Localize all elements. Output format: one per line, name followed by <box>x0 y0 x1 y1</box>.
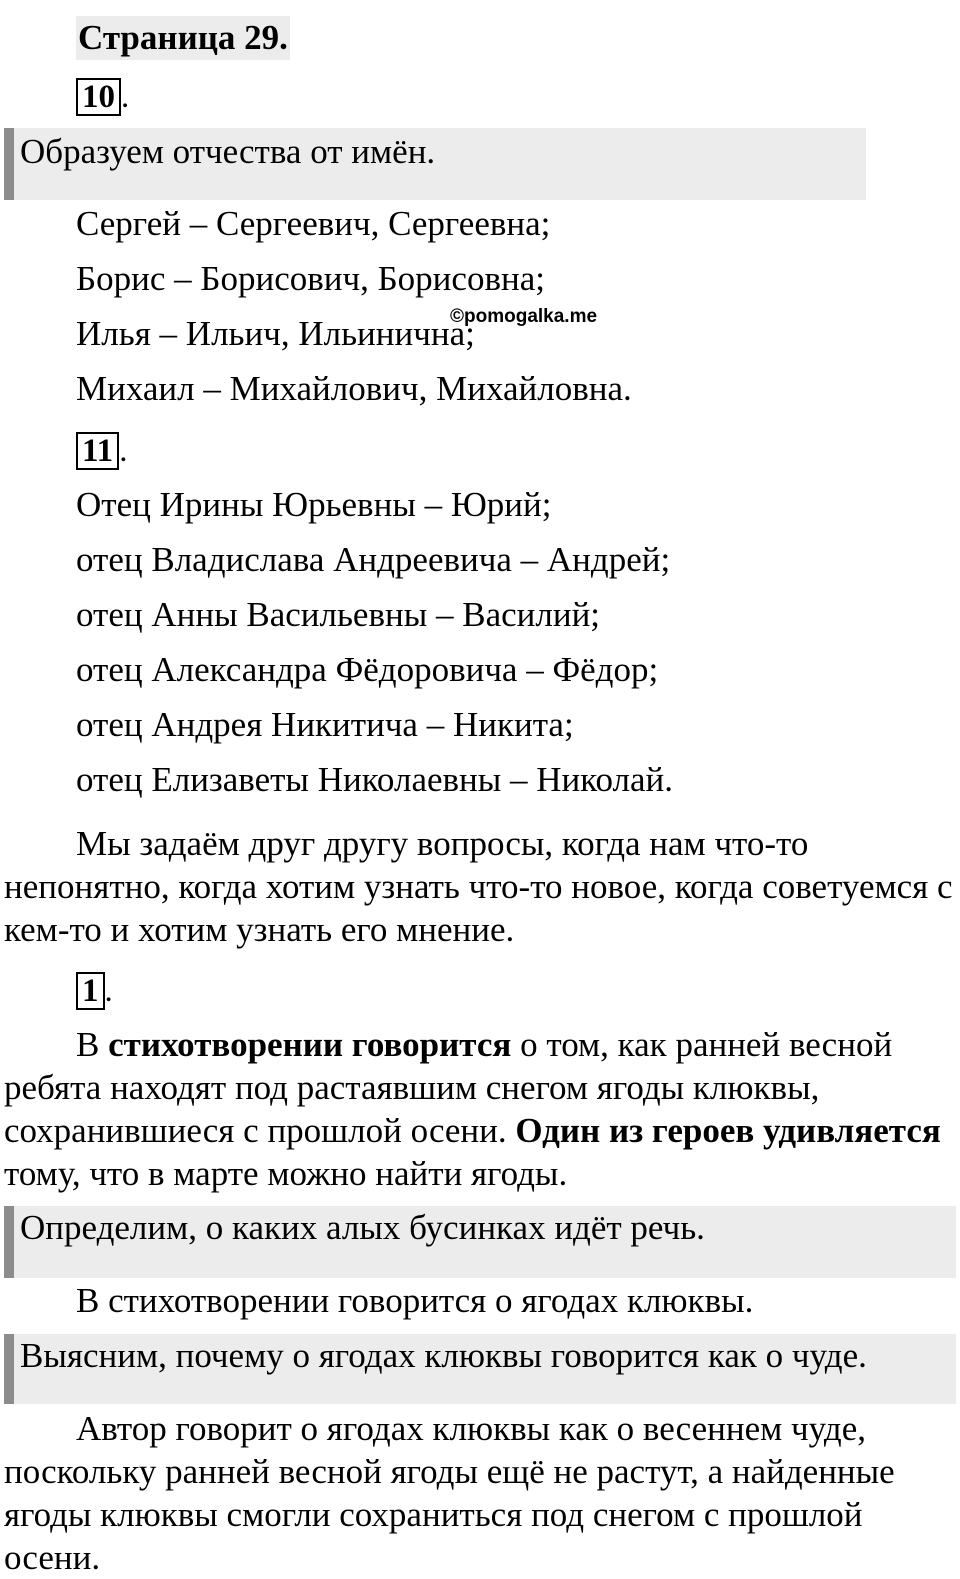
page-title: Страница 29. <box>76 16 290 60</box>
task-number-dot: . <box>121 79 130 115</box>
task-number-10 <box>76 78 129 116</box>
watermark: ©pomogalka.me <box>450 306 598 327</box>
answer-line: Михаил – Михайлович, Михайловна. <box>76 369 632 408</box>
instruction-text: Образуем отчества от имён. <box>20 132 436 171</box>
task-number-1 <box>76 972 113 1010</box>
answer-line: отец Анны Васильевны – Василий; <box>76 595 601 634</box>
instruction-text: Выясним, почему о ягодах клюквы говорится как о чуде. <box>20 1336 867 1375</box>
task-number-box: 10 <box>76 78 121 116</box>
instruction-callout <box>4 1334 956 1404</box>
answer-line: В стихотворении говорится о ягодах клюквы. <box>76 1281 754 1320</box>
paragraph-bold-text: Один из героев удивляется <box>515 1111 941 1150</box>
task-number-11 <box>76 432 127 470</box>
task-number-box: 11 <box>76 432 119 470</box>
answer-line: отец Андрея Никитича – Никита; <box>76 705 574 744</box>
task-number-dot: . <box>104 973 113 1009</box>
answer-line: отец Владислава Андреевича – Андрей; <box>76 540 671 579</box>
instruction-callout <box>4 128 866 200</box>
paragraph: Автор говорит о ягодах клюквы как о весеннем чуде, поскольку ранней весной ягоды ещё не растут, а найденные ягоды клюквы смогли сохраниться под снегом с прошлой осени. <box>4 1409 895 1577</box>
answer-line: отец Александра Фёдоровича – Фёдор; <box>76 650 659 689</box>
answer-line: Борис – Борисович, Борисовна; <box>76 259 545 298</box>
answer-line: Сергей – Сергеевич, Сергеевна; <box>76 204 551 243</box>
paragraph-bold-text: стихотворении говорится <box>108 1025 512 1064</box>
paragraph: Мы задаём друг другу вопросы, когда нам что-то непонятно, когда хотим узнать что-то новое, когда советуемся с кем-то и хотим узнать его мнение. <box>4 824 953 949</box>
answer-line: Отец Ирины Юрьевны – Юрий; <box>76 485 552 524</box>
instruction-text: Определим, о каких алых бусинках идёт речь. <box>20 1208 705 1247</box>
task-number-dot: . <box>119 433 128 469</box>
instruction-callout <box>4 1206 956 1278</box>
paragraph-text: тому, что в марте можно найти ягоды. <box>4 1154 568 1193</box>
paragraph <box>4 1023 956 1195</box>
paragraph-text: В <box>76 1025 109 1064</box>
task-number-box: 1 <box>76 972 105 1010</box>
answer-line: отец Елизаветы Николаевны – Николай. <box>76 760 674 799</box>
paragraph-text: о том, как ранней весной ребята находят под растаявшим снегом ягоды клюквы, сохранившиеся с прошлой осени. <box>4 1025 893 1150</box>
answer-line: Илья – Ильич, Ильинична; <box>76 314 475 353</box>
